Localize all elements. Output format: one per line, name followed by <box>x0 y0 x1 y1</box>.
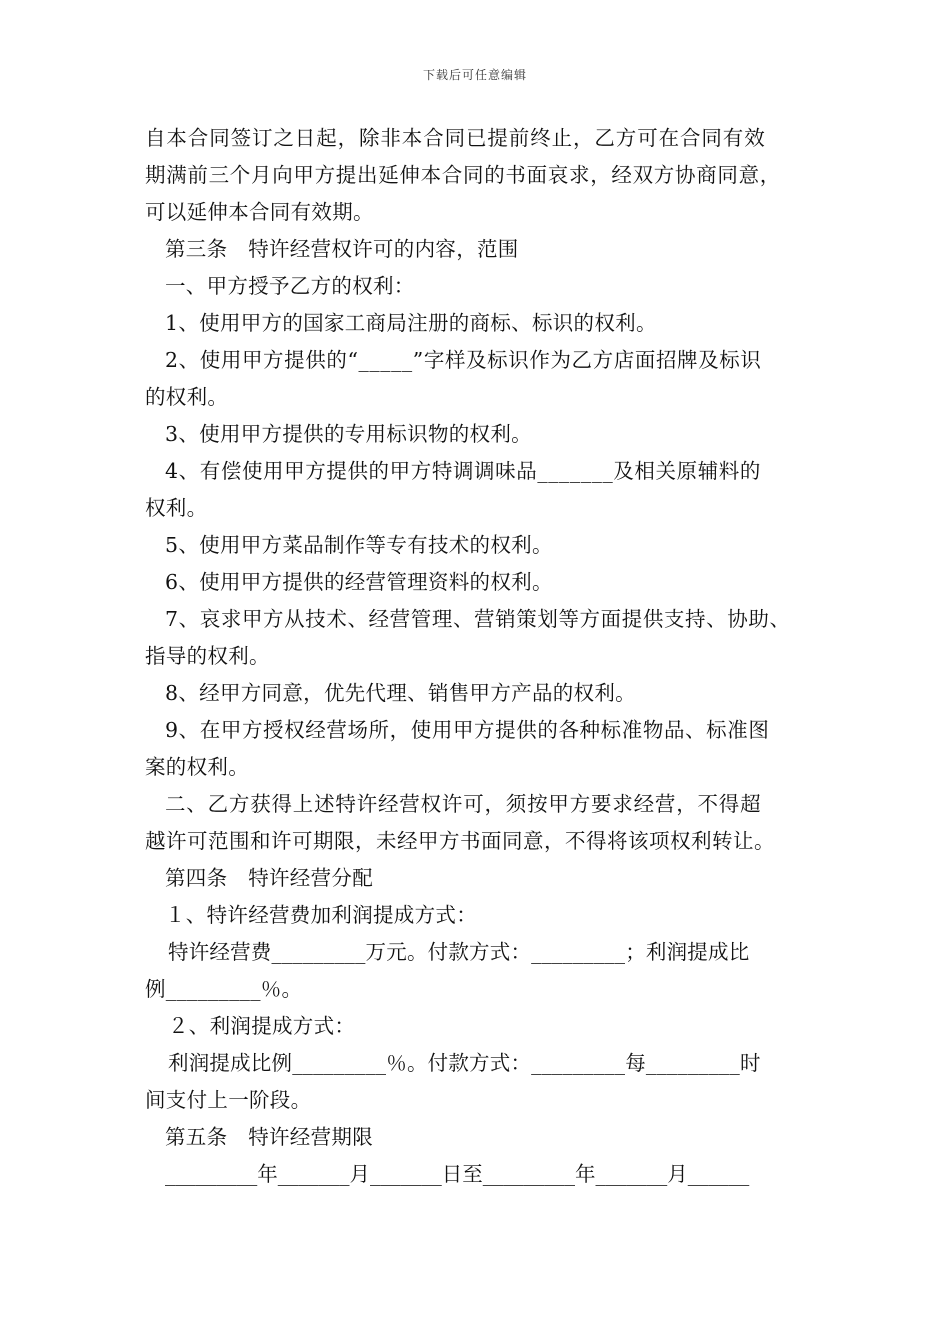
section-heading-5: 第五条 特许经营期限 <box>165 1125 373 1149</box>
list-item: 5、使用甲方菜品制作等专有技术的权利。 <box>165 533 553 557</box>
text-line: １、特许经营费加利润提成方式： <box>165 903 477 927</box>
list-item: 3、使用甲方提供的专用标识物的权利。 <box>165 422 532 446</box>
text-line: 二、乙方获得上述特许经营权许可，须按甲方要求经营，不得超 <box>165 792 762 816</box>
text-line: _________年_______月_______日至_________年_______月______ <box>165 1162 750 1186</box>
list-item: 9、在甲方授权经营场所，使用甲方提供的各种标准物品、标准图 <box>165 718 770 742</box>
list-item: 6、使用甲方提供的经营管理资料的权利。 <box>165 570 553 594</box>
text-line: 越许可范围和许可期限，未经甲方书面同意，不得将该项权利转让。 <box>145 829 775 853</box>
text-line: 间支付上一阶段。 <box>145 1088 312 1112</box>
text-line: 可以延伸本合同有效期。 <box>145 200 374 224</box>
list-item: 1、使用甲方的国家工商局注册的商标、标识的权利。 <box>165 311 657 335</box>
text-line: ２、利润提成方式： <box>168 1014 356 1038</box>
list-item: 8、经甲方同意，优先代理、销售甲方产品的权利。 <box>165 681 636 705</box>
text-line: 指导的权利。 <box>145 644 270 668</box>
text-line: 权利。 <box>145 496 208 520</box>
section-heading-4: 第四条 特许经营分配 <box>165 866 373 890</box>
list-item: 7、哀求甲方从技术、经营管理、营销策划等方面提供支持、协助、 <box>165 607 791 631</box>
list-item: 2、使用甲方提供的“_____”字样及标识作为乙方店面招牌及标识 <box>165 348 762 372</box>
text-line: 期满前三个月向甲方提出延伸本合同的书面哀求，经双方协商同意， <box>145 163 781 187</box>
text-line: 特许经营费_________万元。付款方式：_________；利润提成比 <box>168 940 750 964</box>
text-line: 例_________％。 <box>145 977 303 1001</box>
page-header: 下载后可任意编辑 <box>422 68 527 82</box>
text-line: 案的权利。 <box>145 755 249 779</box>
text-line: 自本合同签订之日起，除非本合同已提前终止，乙方可在合同有效 <box>145 126 766 150</box>
text-line: 一、甲方授予乙方的权利： <box>165 274 415 298</box>
list-item: 4、有偿使用甲方提供的甲方特调调味品_______及相关原辅料的 <box>165 459 761 483</box>
text-line: 利润提成比例_________％。付款方式：_________每_________时 <box>168 1051 761 1075</box>
section-heading-3: 第三条 特许经营权许可的内容，范围 <box>165 237 519 261</box>
text-line: 的权利。 <box>145 385 229 409</box>
